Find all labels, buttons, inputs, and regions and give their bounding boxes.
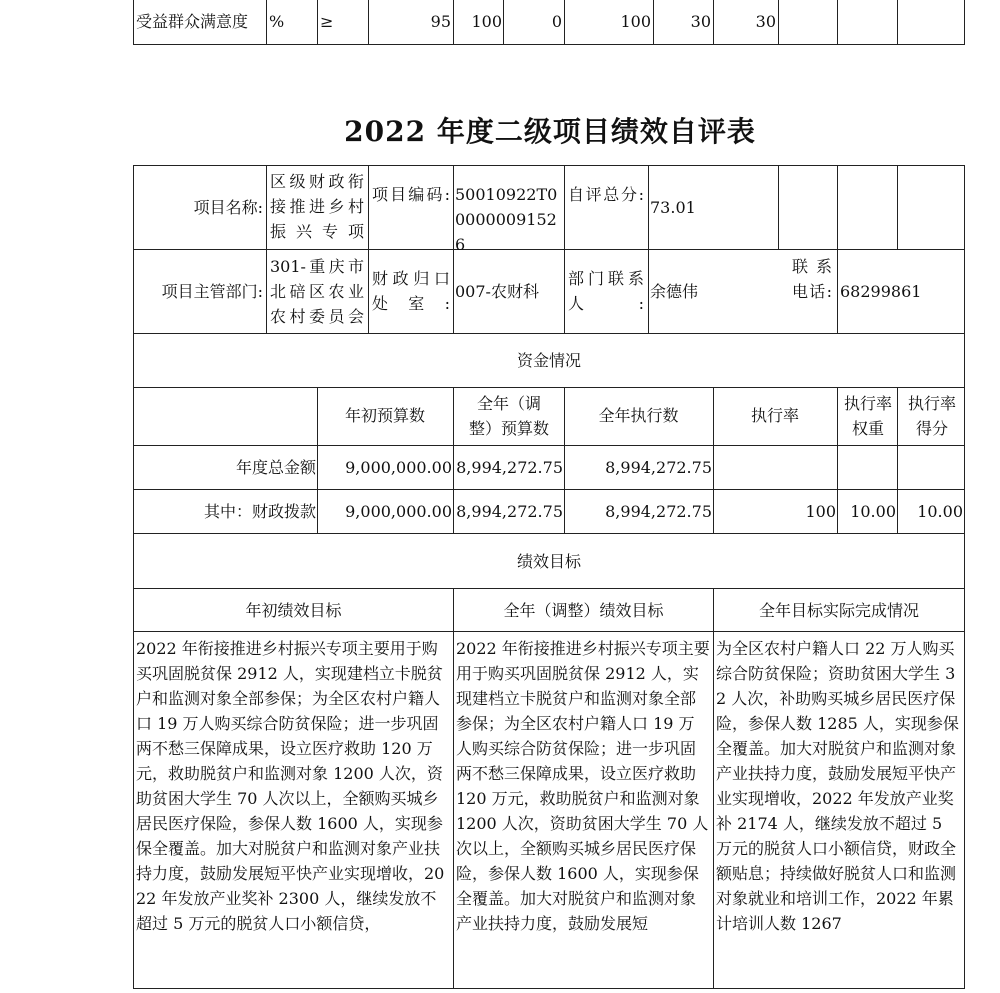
prev-indicator: 受益群众满意度 <box>136 12 249 31</box>
goals-header-actual: 全年目标实际完成情况 <box>758 601 919 620</box>
funds-row-fiscal-score: 10.00 <box>917 502 963 521</box>
goals-header-adjusted: 全年（调整）绩效目标 <box>503 601 664 620</box>
funds-row-total-label: 年度总金额 <box>235 458 316 477</box>
funds-row-total-adjusted: 8,994,272.75 <box>456 458 563 477</box>
prev-deviation: 0 <box>551 12 562 31</box>
goals-header-initial: 年初绩效目标 <box>245 601 342 620</box>
goals-section-title: 绩效目标 <box>516 552 581 571</box>
goals-actual-text: 为全区农村户籍人口 22 万人购买综合防贫保险；资助贫困大学生 32 人次，补助购买城乡居民医疗保险，参保人数 1285 人，实现参保全覆盖。加大对脱贫户和监测对象产业扶持力度，鼓励发展短平快产业实现增收，2022 年发放产业奖补 2174 人，继续发放不超过 5 万元的脱贫人口小额信贷，财政全额贴息；持续做好脱贫人口和监测对象就业和培训工作，2022 年累计培训人数 1267 <box>716 639 959 933</box>
funds-section-title: 资金情况 <box>516 351 581 370</box>
funds-row-fiscal-executed: 8,994,272.75 <box>605 502 712 521</box>
contact-label: 部门联系人: <box>568 269 644 313</box>
project-code-label: 项目编码: <box>372 185 450 204</box>
prev-weight: 30 <box>690 12 711 31</box>
funds-row-fiscal-initial: 9,000,000.00 <box>345 502 452 521</box>
goals-initial-text: 2022 年衔接推进乡村振兴专项主要用于购买巩固脱贫保 2912 人，实现建档立卡脱贫户和监测对象全部参保；为全区农村户籍人口 19 万人购买综合防贫保险；进一步巩固两不愁三保障成果，设立医疗救助 120 万元，救助脱贫户和监测对象 1200 人次，资助贫困大学生 70 人次以上，全额购买城乡居民医疗保险，参保人数 1600 人，实现参保全覆盖。加大对脱贫户和监测对象产业扶持力度，鼓励发展短平快产业实现增收，2022 年发放产业奖补 2300 人，继续发放不超过 5 万元的脱贫人口小额信贷， <box>136 639 445 933</box>
funds-row-fiscal-rate: 100 <box>805 502 836 521</box>
header-exec-rate: 执行率 <box>750 406 799 425</box>
finance-office-value: 007-农财科 <box>455 282 539 301</box>
funds-row-fiscal-weight: 10.00 <box>850 502 896 521</box>
page-title: 2022 年度二级项目绩效自评表 <box>344 115 756 148</box>
dept-value: 301-重庆市北碚区农业农村委员会 <box>270 257 364 326</box>
phone-label: 联系电话: <box>792 257 832 301</box>
header-rate-weight: 执行率权重 <box>843 394 892 438</box>
prev-unit: % <box>269 12 285 31</box>
prev-score-rate: 100 <box>620 12 651 31</box>
project-code-value: 50010922T000000091526 <box>455 185 558 254</box>
contact-value: 余德伟 <box>650 282 699 301</box>
funds-row-fiscal-label: 其中：财政拨款 <box>203 502 316 521</box>
header-initial-budget: 年初预算数 <box>344 406 425 425</box>
funds-row-total-initial: 9,000,000.00 <box>345 458 452 477</box>
self-score-label: 自评总分: <box>568 185 644 204</box>
self-score-value: 73.01 <box>650 198 696 217</box>
header-rate-score: 执行率得分 <box>907 394 956 438</box>
header-adjusted-budget: 全年（调整）预算数 <box>468 394 549 438</box>
funds-row-total-executed: 8,994,272.75 <box>605 458 712 477</box>
goals-adjusted-text: 2022 年衔接推进乡村振兴专项主要用于购买巩固脱贫保 2912 人，实现建档立卡脱贫户和监测对象全部参保；为全区农村户籍人口 19 万人购买综合防贫保险；进一步巩固两不愁三保障成果，设立医疗救助 120 万元，救助脱贫户和监测对象 1200 人次，资助贫困大学生 70 人次以上，全额购买城乡居民医疗保险，参保人数 1600 人，实现参保全覆盖。加大对脱贫户和监测对象产业扶持力度，鼓励发展短 <box>456 639 710 933</box>
prev-actual: 100 <box>471 12 502 31</box>
header-executed: 全年执行数 <box>598 406 679 425</box>
project-name-value: 区级财政衔接推进乡村振兴专项 <box>270 172 364 241</box>
dept-label: 项目主管部门: <box>161 282 263 301</box>
project-name-label: 项目名称: <box>193 198 263 217</box>
phone-value: 68299861 <box>840 282 922 301</box>
finance-office-label: 财政归口处室: <box>372 269 450 313</box>
prev-operator: ≥ <box>320 12 334 31</box>
prev-score: 30 <box>755 12 776 31</box>
prev-target: 95 <box>430 12 451 31</box>
funds-row-fiscal-adjusted: 8,994,272.75 <box>456 502 563 521</box>
